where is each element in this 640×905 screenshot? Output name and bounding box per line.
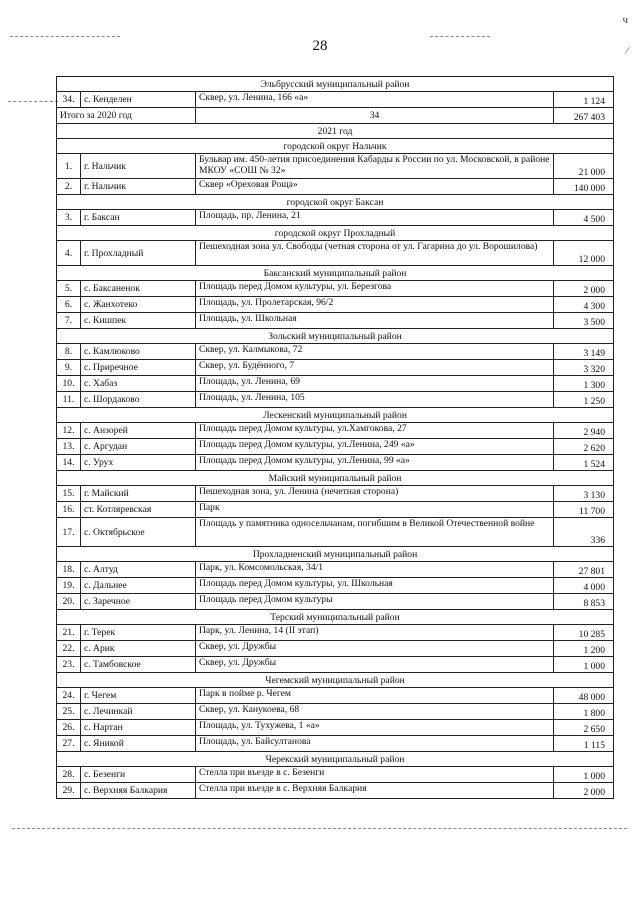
amount: 2 000 [554, 783, 614, 799]
district-title: Лескенский муниципальный район [57, 408, 614, 423]
object-description: Бульвар им. 450-летия присоединения Кабарды к России по ул. Московской, в районе МКОУ «СОШ № 32» [196, 154, 554, 179]
settlement: с. Шордаково [81, 392, 196, 408]
settlement: с. Кишпек [81, 313, 196, 329]
row-number: 3. [57, 210, 81, 226]
object-description: Сквер, ул. Будённого, 7 [196, 360, 554, 376]
total-count: 34 [196, 108, 554, 124]
district-header-row [57, 752, 614, 767]
settlement: с. Жанхотеко [81, 297, 196, 313]
district-title: Терский муниципальный район [57, 610, 614, 625]
amount: 1 300 [554, 376, 614, 392]
settlement: с. Октябрьское [81, 518, 196, 547]
object-description: Сквер «Ореховая Роща» [196, 179, 554, 195]
row-number: 12. [57, 423, 81, 439]
table-row [57, 154, 614, 179]
amount: 3 149 [554, 344, 614, 360]
object-description: Площадь перед Домом культуры, ул. Школьная [196, 578, 554, 594]
scan-artifact-line [8, 101, 58, 102]
settlement: г. Терек [81, 625, 196, 641]
district-title: Эльбрусский муниципальный район [57, 77, 614, 92]
settlement: с. Безенги [81, 767, 196, 783]
amount: 1 800 [554, 704, 614, 720]
table-row [57, 297, 614, 313]
amount: 11 700 [554, 502, 614, 518]
object-description: Стелла при въезде в с. Безенги [196, 767, 554, 783]
amount: 48 000 [554, 688, 614, 704]
table-row [57, 578, 614, 594]
scan-artifact-line [430, 36, 490, 37]
table-row [57, 704, 614, 720]
total-label: Итого за 2020 год [57, 108, 196, 124]
row-number: 17. [57, 518, 81, 547]
table-row [57, 179, 614, 195]
object-description: Площадь перед Домом культуры, ул.Хамгокова, 27 [196, 423, 554, 439]
row-number: 29. [57, 783, 81, 799]
amount: 8 853 [554, 594, 614, 610]
table-row [57, 486, 614, 502]
object-description: Парк в пойме р. Чегем [196, 688, 554, 704]
amount: 1 524 [554, 455, 614, 471]
row-number: 9. [57, 360, 81, 376]
district-header-row [57, 471, 614, 486]
row-number: 15. [57, 486, 81, 502]
settlement: с. Дальнее [81, 578, 196, 594]
district-title: Прохладненский муниципальный район [57, 547, 614, 562]
scan-artifact-line [10, 36, 120, 37]
amount: 4 000 [554, 578, 614, 594]
amount: 1 000 [554, 767, 614, 783]
amount: 3 320 [554, 360, 614, 376]
object-description: Площадь перед Домом культуры [196, 594, 554, 610]
row-number: 2. [57, 179, 81, 195]
table-row [57, 783, 614, 799]
row-number: 28. [57, 767, 81, 783]
settlement: г. Нальчик [81, 179, 196, 195]
object-description: Площадь перед Домом культуры, ул. Березгова [196, 281, 554, 297]
table-row [57, 767, 614, 783]
table-row [57, 376, 614, 392]
object-description: Площадь, ул. Байсултанова [196, 736, 554, 752]
table-row [57, 281, 614, 297]
district-title: Зольский муниципальный район [57, 329, 614, 344]
amount: 1 000 [554, 657, 614, 673]
object-description: Пешеходная зона, ул. Ленина (нечетная сторона) [196, 486, 554, 502]
row-number: 5. [57, 281, 81, 297]
district-header-row [57, 77, 614, 92]
table-row [57, 594, 614, 610]
amount: 12 000 [554, 241, 614, 266]
district-header-row [57, 139, 614, 154]
settlement: с. Верхняя Балкария [81, 783, 196, 799]
table-row [57, 562, 614, 578]
table-row [57, 360, 614, 376]
district-header-row [57, 673, 614, 688]
scan-artifact-line [12, 828, 627, 829]
table-row [57, 455, 614, 471]
district-header-row [57, 329, 614, 344]
scan-artifact: ⁄ [626, 46, 628, 57]
table-row [57, 720, 614, 736]
total-amount: 267 403 [554, 108, 614, 124]
settlement: с. Урух [81, 455, 196, 471]
district-header-row [57, 195, 614, 210]
object-description: Сквер, ул. Дружбы [196, 641, 554, 657]
district-header-row [57, 610, 614, 625]
settlement: г. Баксан [81, 210, 196, 226]
district-title: городской округ Прохладный [57, 226, 614, 241]
settlement: г. Прохладный [81, 241, 196, 266]
amount: 2 620 [554, 439, 614, 455]
object-description: Площадь, ул. Ленина, 69 [196, 376, 554, 392]
object-description: Площадь, ул. Тухужева, 1 «а» [196, 720, 554, 736]
amount: 2 650 [554, 720, 614, 736]
object-description: Площадь перед Домом культуры, ул.Ленина, 249 «а» [196, 439, 554, 455]
district-title: городской округ Баксан [57, 195, 614, 210]
object-list-table [56, 76, 614, 799]
year-title: 2021 год [57, 124, 614, 139]
row-number: 1. [57, 154, 81, 179]
amount: 21 000 [554, 154, 614, 179]
settlement: с. Камлюково [81, 344, 196, 360]
row-number: 11. [57, 392, 81, 408]
table-row [57, 625, 614, 641]
row-number: 25. [57, 704, 81, 720]
row-number: 6. [57, 297, 81, 313]
object-description: Сквер, ул. Ленина, 166 «а» [196, 92, 554, 108]
row-number: 27. [57, 736, 81, 752]
settlement: с. Баксаненок [81, 281, 196, 297]
settlement: с. Тамбовское [81, 657, 196, 673]
row-number: 34. [57, 92, 81, 108]
year-header-row [57, 124, 614, 139]
settlement: с. Нартан [81, 720, 196, 736]
object-description: Площадь у памятника односельчанам, погибшим в Великой Отечественной войне [196, 518, 554, 547]
table-row [57, 439, 614, 455]
table-row [57, 657, 614, 673]
district-header-row [57, 226, 614, 241]
amount: 1 115 [554, 736, 614, 752]
row-number: 26. [57, 720, 81, 736]
row-number: 7. [57, 313, 81, 329]
settlement: г. Чегем [81, 688, 196, 704]
settlement: с. Яникой [81, 736, 196, 752]
row-number: 23. [57, 657, 81, 673]
settlement: г. Нальчик [81, 154, 196, 179]
object-description: Стелла при въезде в с. Верхняя Балкария [196, 783, 554, 799]
table-row [57, 736, 614, 752]
row-number: 10. [57, 376, 81, 392]
row-number: 14. [57, 455, 81, 471]
district-header-row [57, 266, 614, 281]
district-header-row [57, 547, 614, 562]
district-title: городской округ Нальчик [57, 139, 614, 154]
amount: 2 000 [554, 281, 614, 297]
table-row [57, 641, 614, 657]
amount: 3 130 [554, 486, 614, 502]
settlement: с. Хабаз [81, 376, 196, 392]
settlement: г. Майский [81, 486, 196, 502]
object-description: Сквер, ул. Дружбы [196, 657, 554, 673]
amount: 3 500 [554, 313, 614, 329]
district-title: Чегемский муниципальный район [57, 673, 614, 688]
table-row [57, 688, 614, 704]
district-title: Майский муниципальный район [57, 471, 614, 486]
object-description: Площадь, ул. Пролетарская, 96/2 [196, 297, 554, 313]
amount: 1 250 [554, 392, 614, 408]
table-row [57, 392, 614, 408]
table-row [57, 313, 614, 329]
object-description: Парк, ул. Комсомольская, 34/1 [196, 562, 554, 578]
amount: 4 300 [554, 297, 614, 313]
settlement: ст. Котляревская [81, 502, 196, 518]
row-number: 18. [57, 562, 81, 578]
object-description: Парк, ул. Ленина, 14 (II этап) [196, 625, 554, 641]
amount: 336 [554, 518, 614, 547]
row-number: 22. [57, 641, 81, 657]
settlement: с. Приречное [81, 360, 196, 376]
amount: 1 200 [554, 641, 614, 657]
amount: 2 940 [554, 423, 614, 439]
settlement: с. Аргудан [81, 439, 196, 455]
district-title: Черекский муниципальный район [57, 752, 614, 767]
table-row [57, 241, 614, 266]
table-row [57, 92, 614, 108]
row-number: 13. [57, 439, 81, 455]
amount: 140 000 [554, 179, 614, 195]
table-row [57, 344, 614, 360]
row-number: 19. [57, 578, 81, 594]
settlement: с. Арик [81, 641, 196, 657]
object-description: Площадь, ул. Школьная [196, 313, 554, 329]
amount: 4 500 [554, 210, 614, 226]
row-number: 20. [57, 594, 81, 610]
settlement: с. Лечинкай [81, 704, 196, 720]
page-number: 28 [312, 38, 328, 54]
scan-artifact: ч [622, 14, 628, 26]
object-description: Сквер, ул. Калмыкова, 72 [196, 344, 554, 360]
table-row [57, 502, 614, 518]
settlement: с. Алтуд [81, 562, 196, 578]
object-description: Площадь перед Домом культуры, ул.Ленина, 99 «а» [196, 455, 554, 471]
object-description: Площадь, пр. Ленина, 21 [196, 210, 554, 226]
amount: 27 801 [554, 562, 614, 578]
amount: 1 124 [554, 92, 614, 108]
row-number: 24. [57, 688, 81, 704]
total-row [57, 108, 614, 124]
settlement: с. Анзорей [81, 423, 196, 439]
row-number: 21. [57, 625, 81, 641]
settlement: с. Кенделен [81, 92, 196, 108]
object-description: Парк [196, 502, 554, 518]
district-title: Баксанский муниципальный район [57, 266, 614, 281]
district-header-row [57, 408, 614, 423]
table-row [57, 518, 614, 547]
table-row [57, 210, 614, 226]
row-number: 4. [57, 241, 81, 266]
amount: 10 285 [554, 625, 614, 641]
row-number: 8. [57, 344, 81, 360]
object-description: Сквер, ул. Канукоева, 68 [196, 704, 554, 720]
row-number: 16. [57, 502, 81, 518]
object-description: Площадь, ул. Ленина, 105 [196, 392, 554, 408]
table-row [57, 423, 614, 439]
settlement: с. Заречное [81, 594, 196, 610]
object-description: Пешеходная зона ул. Свободы (четная сторона от ул. Гагарина до ул. Ворошилова) [196, 241, 554, 266]
